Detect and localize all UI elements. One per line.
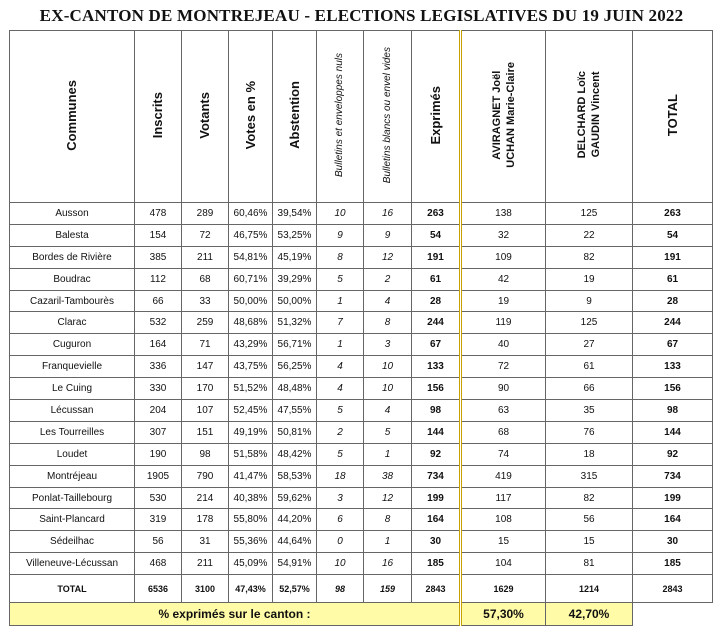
cell-votants: 214 xyxy=(182,487,229,509)
cell-total: 164 xyxy=(633,509,713,531)
cell-inscrits: 336 xyxy=(135,356,182,378)
header-nuls: Bulletins et enveloppes nuls xyxy=(317,31,364,203)
table-row xyxy=(10,290,713,312)
cell-votes-pct: 55,80% xyxy=(229,509,273,531)
table-row xyxy=(10,378,713,400)
cell-total: 30 xyxy=(633,531,713,553)
cell-blancs: 5 xyxy=(364,421,412,443)
cell-votes-pct: 48,68% xyxy=(229,312,273,334)
table-row xyxy=(10,509,713,531)
cell-inscrits: 319 xyxy=(135,509,182,531)
cell-nuls: 3 xyxy=(317,487,364,509)
cell-commune: Loudet xyxy=(10,443,135,465)
total-votes-pct: 47,43% xyxy=(229,575,273,603)
cell-commune: Cazaril-Tambourès xyxy=(10,290,135,312)
cell-abstention: 51,32% xyxy=(273,312,317,334)
cell-inscrits: 190 xyxy=(135,443,182,465)
cell-candidate-2: 27 xyxy=(546,334,633,356)
footer-empty-cell xyxy=(633,603,713,626)
table-row xyxy=(10,224,713,246)
cell-exprimes: 263 xyxy=(412,203,461,225)
cell-nuls: 4 xyxy=(317,378,364,400)
cell-nuls: 18 xyxy=(317,465,364,487)
cell-candidate-1: 117 xyxy=(461,487,546,509)
cell-nuls: 10 xyxy=(317,203,364,225)
table-row xyxy=(10,334,713,356)
cell-votants: 170 xyxy=(182,378,229,400)
cell-votants: 31 xyxy=(182,531,229,553)
cell-exprimes: 191 xyxy=(412,246,461,268)
cell-exprimes: 164 xyxy=(412,509,461,531)
cell-candidate-1: 104 xyxy=(461,553,546,575)
cell-total: 92 xyxy=(633,443,713,465)
cell-candidate-1: 63 xyxy=(461,400,546,422)
cell-inscrits: 154 xyxy=(135,224,182,246)
cell-votes-pct: 41,47% xyxy=(229,465,273,487)
results-table xyxy=(9,30,713,626)
cell-inscrits: 385 xyxy=(135,246,182,268)
table-row xyxy=(10,356,713,378)
cell-candidate-1: 419 xyxy=(461,465,546,487)
cell-blancs: 16 xyxy=(364,203,412,225)
cell-candidate-2: 61 xyxy=(546,356,633,378)
table-row xyxy=(10,312,713,334)
cell-total: 54 xyxy=(633,224,713,246)
cell-votes-pct: 51,52% xyxy=(229,378,273,400)
cell-abstention: 48,42% xyxy=(273,443,317,465)
cell-votants: 147 xyxy=(182,356,229,378)
cell-inscrits: 307 xyxy=(135,421,182,443)
cell-nuls: 0 xyxy=(317,531,364,553)
cell-blancs: 1 xyxy=(364,443,412,465)
cell-nuls: 1 xyxy=(317,334,364,356)
cell-total: 28 xyxy=(633,290,713,312)
cell-votes-pct: 51,58% xyxy=(229,443,273,465)
cell-candidate-1: 40 xyxy=(461,334,546,356)
total-candidate-1: 1629 xyxy=(461,575,546,603)
cell-exprimes: 185 xyxy=(412,553,461,575)
cell-commune: Cuguron xyxy=(10,334,135,356)
cell-votants: 33 xyxy=(182,290,229,312)
cell-votes-pct: 45,09% xyxy=(229,553,273,575)
cell-blancs: 1 xyxy=(364,531,412,553)
cell-commune: Boudrac xyxy=(10,268,135,290)
cell-nuls: 4 xyxy=(317,356,364,378)
cell-abstention: 58,53% xyxy=(273,465,317,487)
cell-blancs: 38 xyxy=(364,465,412,487)
cell-nuls: 5 xyxy=(317,443,364,465)
header-candidate-2: DELCHARD Loïc GAUDIN Vincent xyxy=(546,31,633,203)
cell-votants: 211 xyxy=(182,246,229,268)
cell-nuls: 8 xyxy=(317,246,364,268)
cell-candidate-1: 19 xyxy=(461,290,546,312)
cell-total: 61 xyxy=(633,268,713,290)
cell-abstention: 44,64% xyxy=(273,531,317,553)
total-votants: 3100 xyxy=(182,575,229,603)
cell-candidate-1: 108 xyxy=(461,509,546,531)
page-title: EX-CANTON DE MONTREJEAU - ELECTIONS LEGISLATIVES DU 19 JUIN 2022 xyxy=(39,6,684,25)
cell-blancs: 8 xyxy=(364,509,412,531)
header-communes: Communes xyxy=(10,31,135,203)
cell-votants: 151 xyxy=(182,421,229,443)
cell-candidate-2: 15 xyxy=(546,531,633,553)
cell-exprimes: 28 xyxy=(412,290,461,312)
cell-abstention: 44,20% xyxy=(273,509,317,531)
cell-votes-pct: 43,29% xyxy=(229,334,273,356)
table-row xyxy=(10,487,713,509)
cell-exprimes: 54 xyxy=(412,224,461,246)
cell-nuls: 5 xyxy=(317,400,364,422)
cell-votes-pct: 50,00% xyxy=(229,290,273,312)
cell-votes-pct: 60,46% xyxy=(229,203,273,225)
cell-blancs: 3 xyxy=(364,334,412,356)
cell-nuls: 1 xyxy=(317,290,364,312)
cell-abstention: 50,81% xyxy=(273,421,317,443)
cell-votes-pct: 43,75% xyxy=(229,356,273,378)
cell-votes-pct: 46,75% xyxy=(229,224,273,246)
cell-total: 156 xyxy=(633,378,713,400)
footer-candidate-1-pct: 57,30% xyxy=(461,603,546,626)
cell-total: 734 xyxy=(633,465,713,487)
cell-nuls: 5 xyxy=(317,268,364,290)
cell-commune: Ponlat-Taillebourg xyxy=(10,487,135,509)
cell-commune: Saint-Plancard xyxy=(10,509,135,531)
cell-abstention: 47,55% xyxy=(273,400,317,422)
table-row xyxy=(10,246,713,268)
cell-inscrits: 530 xyxy=(135,487,182,509)
cell-inscrits: 468 xyxy=(135,553,182,575)
cell-inscrits: 532 xyxy=(135,312,182,334)
cell-candidate-2: 9 xyxy=(546,290,633,312)
total-nuls: 98 xyxy=(317,575,364,603)
cell-votants: 72 xyxy=(182,224,229,246)
cell-nuls: 9 xyxy=(317,224,364,246)
header-blancs: Bulletins blancs ou envel vides xyxy=(364,31,412,203)
cell-total: 199 xyxy=(633,487,713,509)
total-blancs: 159 xyxy=(364,575,412,603)
cell-candidate-2: 22 xyxy=(546,224,633,246)
cell-candidate-1: 72 xyxy=(461,356,546,378)
cell-abstention: 54,91% xyxy=(273,553,317,575)
cell-inscrits: 1905 xyxy=(135,465,182,487)
cell-candidate-1: 32 xyxy=(461,224,546,246)
cell-commune: Lécussan xyxy=(10,400,135,422)
header-inscrits: Inscrits xyxy=(135,31,182,203)
cell-candidate-2: 125 xyxy=(546,312,633,334)
cell-inscrits: 330 xyxy=(135,378,182,400)
total-label: TOTAL xyxy=(10,575,135,603)
cell-candidate-2: 82 xyxy=(546,246,633,268)
cell-votes-pct: 55,36% xyxy=(229,531,273,553)
cell-abstention: 39,54% xyxy=(273,203,317,225)
cell-commune: Ausson xyxy=(10,203,135,225)
cell-commune: Sédeilhac xyxy=(10,531,135,553)
cell-candidate-2: 76 xyxy=(546,421,633,443)
table-row xyxy=(10,203,713,225)
cell-votants: 71 xyxy=(182,334,229,356)
cell-votants: 289 xyxy=(182,203,229,225)
cell-blancs: 16 xyxy=(364,553,412,575)
table-row xyxy=(10,268,713,290)
cell-blancs: 12 xyxy=(364,487,412,509)
cell-votants: 98 xyxy=(182,443,229,465)
cell-candidate-2: 18 xyxy=(546,443,633,465)
cell-blancs: 9 xyxy=(364,224,412,246)
table-body xyxy=(10,203,713,575)
cell-inscrits: 66 xyxy=(135,290,182,312)
cell-exprimes: 199 xyxy=(412,487,461,509)
cell-candidate-1: 109 xyxy=(461,246,546,268)
cell-abstention: 48,48% xyxy=(273,378,317,400)
cell-exprimes: 67 xyxy=(412,334,461,356)
cell-votes-pct: 52,45% xyxy=(229,400,273,422)
cell-total: 191 xyxy=(633,246,713,268)
cell-blancs: 8 xyxy=(364,312,412,334)
cell-commune: Montréjeau xyxy=(10,465,135,487)
cell-candidate-2: 19 xyxy=(546,268,633,290)
cell-exprimes: 144 xyxy=(412,421,461,443)
cell-commune: Clarac xyxy=(10,312,135,334)
header-votants: Votants xyxy=(182,31,229,203)
cell-abstention: 56,71% xyxy=(273,334,317,356)
cell-exprimes: 92 xyxy=(412,443,461,465)
footer-candidate-2-pct: 42,70% xyxy=(546,603,633,626)
table-row xyxy=(10,465,713,487)
table-row xyxy=(10,531,713,553)
cell-blancs: 12 xyxy=(364,246,412,268)
table-row xyxy=(10,421,713,443)
cell-candidate-1: 138 xyxy=(461,203,546,225)
header-votes-pct: Votes en % xyxy=(229,31,273,203)
cell-total: 98 xyxy=(633,400,713,422)
cell-commune: Balesta xyxy=(10,224,135,246)
cell-nuls: 2 xyxy=(317,421,364,443)
cell-votes-pct: 60,71% xyxy=(229,268,273,290)
cell-votants: 790 xyxy=(182,465,229,487)
cell-exprimes: 98 xyxy=(412,400,461,422)
total-inscrits: 6536 xyxy=(135,575,182,603)
total-abstention: 52,57% xyxy=(273,575,317,603)
cell-exprimes: 133 xyxy=(412,356,461,378)
cell-votes-pct: 49,19% xyxy=(229,421,273,443)
cell-abstention: 39,29% xyxy=(273,268,317,290)
table-row xyxy=(10,553,713,575)
cell-candidate-2: 82 xyxy=(546,487,633,509)
cell-inscrits: 112 xyxy=(135,268,182,290)
cell-exprimes: 30 xyxy=(412,531,461,553)
cell-commune: Le Cuing xyxy=(10,378,135,400)
cell-commune: Franquevielle xyxy=(10,356,135,378)
cell-abstention: 59,62% xyxy=(273,487,317,509)
total-exprimes: 2843 xyxy=(412,575,461,603)
cell-candidate-2: 125 xyxy=(546,203,633,225)
cell-blancs: 4 xyxy=(364,400,412,422)
table-row xyxy=(10,400,713,422)
cell-abstention: 53,25% xyxy=(273,224,317,246)
cell-candidate-1: 119 xyxy=(461,312,546,334)
cell-nuls: 10 xyxy=(317,553,364,575)
cell-candidate-2: 56 xyxy=(546,509,633,531)
cell-candidate-2: 315 xyxy=(546,465,633,487)
cell-votes-pct: 40,38% xyxy=(229,487,273,509)
cell-total: 244 xyxy=(633,312,713,334)
cell-inscrits: 478 xyxy=(135,203,182,225)
cell-abstention: 56,25% xyxy=(273,356,317,378)
cell-inscrits: 56 xyxy=(135,531,182,553)
cell-commune: Villeneuve-Lécussan xyxy=(10,553,135,575)
total-total: 2843 xyxy=(633,575,713,603)
cell-exprimes: 61 xyxy=(412,268,461,290)
cell-abstention: 50,00% xyxy=(273,290,317,312)
cell-nuls: 6 xyxy=(317,509,364,531)
cell-blancs: 2 xyxy=(364,268,412,290)
cell-candidate-1: 42 xyxy=(461,268,546,290)
cell-candidate-2: 81 xyxy=(546,553,633,575)
cell-votants: 68 xyxy=(182,268,229,290)
cell-inscrits: 164 xyxy=(135,334,182,356)
cell-candidate-1: 15 xyxy=(461,531,546,553)
cell-candidate-2: 66 xyxy=(546,378,633,400)
cell-candidate-2: 35 xyxy=(546,400,633,422)
cell-candidate-1: 68 xyxy=(461,421,546,443)
header-abstention: Abstention xyxy=(273,31,317,203)
cell-votants: 178 xyxy=(182,509,229,531)
table-row xyxy=(10,443,713,465)
header-candidate-1: AVIRAGNET Joël UCHAN Marie-Claire xyxy=(461,31,546,203)
cell-total: 144 xyxy=(633,421,713,443)
header-row xyxy=(10,31,713,203)
cell-votants: 211 xyxy=(182,553,229,575)
cell-commune: Les Tourreilles xyxy=(10,421,135,443)
cell-inscrits: 204 xyxy=(135,400,182,422)
cell-votants: 107 xyxy=(182,400,229,422)
cell-total: 133 xyxy=(633,356,713,378)
cell-votes-pct: 54,81% xyxy=(229,246,273,268)
footer-row xyxy=(10,603,713,626)
cell-exprimes: 734 xyxy=(412,465,461,487)
cell-total: 185 xyxy=(633,553,713,575)
cell-candidate-1: 74 xyxy=(461,443,546,465)
cell-blancs: 10 xyxy=(364,356,412,378)
cell-candidate-1: 90 xyxy=(461,378,546,400)
cell-blancs: 10 xyxy=(364,378,412,400)
cell-blancs: 4 xyxy=(364,290,412,312)
cell-abstention: 45,19% xyxy=(273,246,317,268)
cell-exprimes: 156 xyxy=(412,378,461,400)
cell-total: 67 xyxy=(633,334,713,356)
cell-votants: 259 xyxy=(182,312,229,334)
cell-exprimes: 244 xyxy=(412,312,461,334)
header-exprimes: Exprimés xyxy=(412,31,461,203)
total-row xyxy=(10,575,713,603)
footer-label: % exprimés sur le canton : xyxy=(10,603,461,626)
cell-nuls: 7 xyxy=(317,312,364,334)
cell-total: 263 xyxy=(633,203,713,225)
total-candidate-2: 1214 xyxy=(546,575,633,603)
cell-commune: Bordes de Rivière xyxy=(10,246,135,268)
header-total: TOTAL xyxy=(633,31,713,203)
